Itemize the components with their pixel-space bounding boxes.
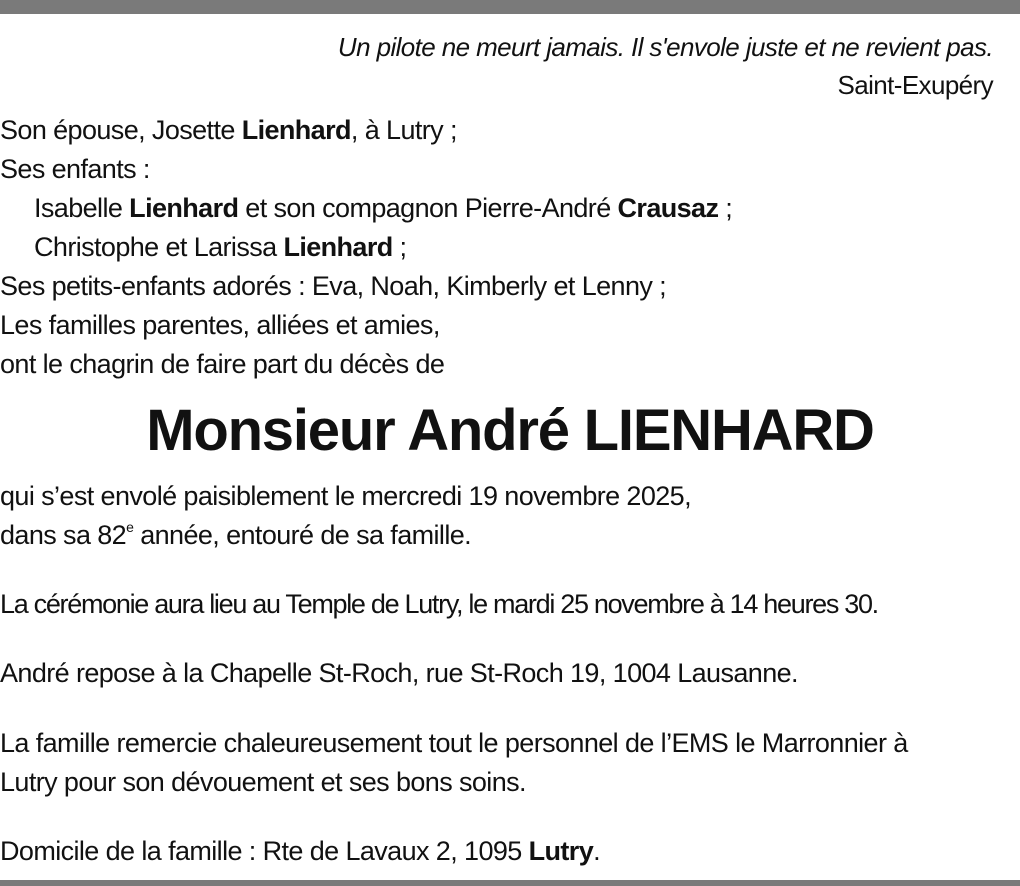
spouse-surname: Lienhard xyxy=(241,115,351,145)
death-date-line: qui s’est envolé paisiblement le mercredi 19 novembre 2025, xyxy=(0,481,692,511)
thanks-line-1: La famille remercie chaleureusement tout le personnel de l’EMS le Marronnier à xyxy=(0,728,908,758)
deceased-name: Monsieur André LIENHARD xyxy=(146,398,874,463)
spouse-suffix: , à Lutry ; xyxy=(350,115,457,145)
spouse-prefix: Son épouse, Josette xyxy=(0,115,242,145)
spouse-line xyxy=(0,111,732,150)
child2-surname: Lienhard xyxy=(283,232,393,262)
child2-suffix: ; xyxy=(392,232,407,262)
domicile-town: Lutry xyxy=(528,836,594,866)
child1-surname: Lienhard xyxy=(129,193,239,223)
top-border-rule xyxy=(0,0,1020,14)
children-heading: Ses enfants : xyxy=(0,154,150,184)
child-line-1 xyxy=(0,189,732,228)
repose-line: André repose à la Chapelle St-Roch, rue St-Roch 19, 1004 Lausanne. xyxy=(0,658,798,688)
announcement-line: ont le chagrin de faire part du décès de xyxy=(0,349,445,379)
family-list xyxy=(0,111,732,384)
child1-prefix: Isabelle xyxy=(34,193,130,223)
thanks-line-2: Lutry pour son dévouement et ses bons soins. xyxy=(0,767,526,797)
quote-author: Saint-Exupéry xyxy=(837,70,993,100)
child1-mid: et son compagnon Pierre-André xyxy=(238,193,618,223)
death-details xyxy=(0,477,691,555)
child-line-2 xyxy=(0,228,732,267)
grandchildren-line: Ses petits-enfants adorés : Eva, Noah, Kimberly et Lenny ; xyxy=(0,271,667,301)
ordinal-superscript: e xyxy=(126,519,134,535)
ceremony-line: La cérémonie aura lieu au Temple de Lutry, le mardi 25 novembre à 14 heures 30. xyxy=(0,589,878,619)
relatives-line: Les familles parentes, alliées et amies, xyxy=(0,310,440,340)
thanks-paragraph xyxy=(0,724,908,802)
age-suffix: année, entouré de sa famille. xyxy=(133,520,472,550)
domicile-line xyxy=(0,832,600,871)
epigraph-quote xyxy=(338,28,993,104)
quote-text: Un pilote ne meurt jamais. Il s'envole juste et ne revient pas. xyxy=(337,32,993,62)
child1-suffix: ; xyxy=(718,193,733,223)
age-line xyxy=(0,516,691,555)
bottom-border-rule xyxy=(0,880,1020,886)
domicile-suffix: . xyxy=(593,836,601,866)
child2-prefix: Christophe et Larissa xyxy=(34,232,284,262)
age-prefix: dans sa 82 xyxy=(0,520,127,550)
domicile-prefix: Domicile de la famille : Rte de Lavaux 2, 1095 xyxy=(0,836,529,866)
child1-partner-surname: Crausaz xyxy=(617,193,719,223)
